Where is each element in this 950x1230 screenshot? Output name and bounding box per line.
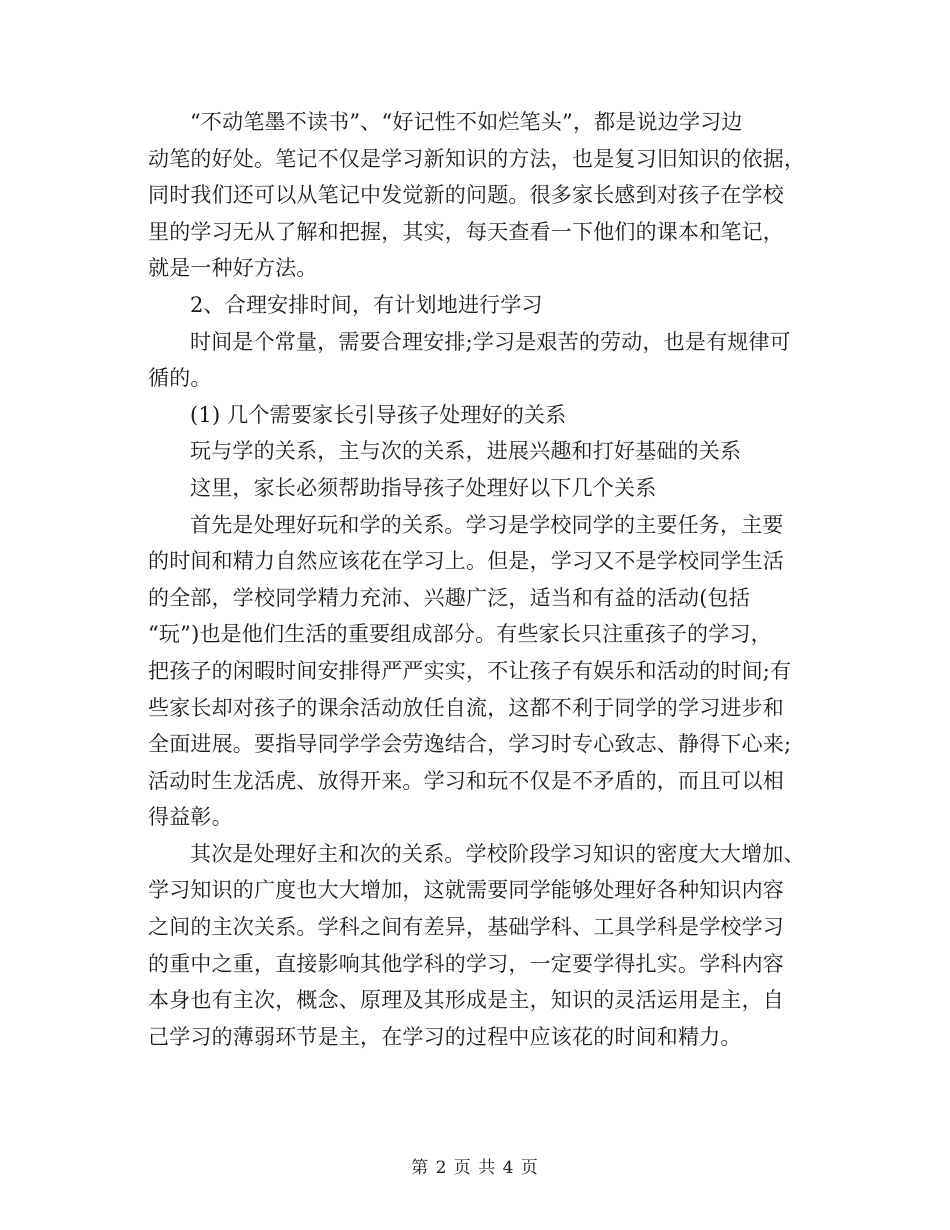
text-line: 学习知识的广度也大大增加，这就需要同学能够处理好各种知识内容 bbox=[148, 878, 784, 903]
text-line: 己学习的薄弱环节是主，在学习的过程中应该花的时间和精力。 bbox=[148, 1024, 742, 1049]
text-line: 同时我们还可以从笔记中发觉新的问题。很多家长感到对孩子在学校 bbox=[148, 183, 784, 208]
text-line: 把孩子的闲暇时间安排得严严实实，不让孩子有娱乐和活动的时间;有 bbox=[148, 658, 792, 683]
text-line: 的全部，学校同学精力充沛、兴趣广泛，适当和有益的活动(包括 bbox=[148, 585, 750, 610]
text-line: “不动笔墨不读书”、“好记性不如烂笔头”，都是说边学习边 bbox=[190, 110, 743, 134]
text-line: 时间是个常量，需要合理安排;学习是艰苦的劳动，也是有规律可 bbox=[190, 329, 791, 354]
text-line: (1) 几个需要家长引导孩子处理好的关系 bbox=[190, 402, 567, 427]
text-line: 2、合理安排时间，有计划地进行学习 bbox=[190, 292, 543, 317]
text-line: 之间的主次关系。学科之间有差异，基础学科、工具学科是学校学习 bbox=[148, 915, 784, 940]
text-line: 动笔的好处。笔记不仅是学习新知识的方法，也是复习旧知识的依据， bbox=[148, 146, 806, 171]
text-line: 些家长却对孩子的课余活动放任自流，这都不利于同学的学习进步和 bbox=[148, 695, 784, 720]
text-line: 的重中之重，直接影响其他学科的学习，一定要学得扎实。学科内容 bbox=[148, 951, 784, 976]
document-body bbox=[148, 104, 813, 1055]
text-line: 本身也有主次，概念、原理及其形成是主，知识的灵活运用是主，自 bbox=[148, 988, 784, 1013]
text-line: 的时间和精力自然应该花在学习上。但是，学习又不是学校同学生活 bbox=[148, 549, 784, 574]
text-line: 玩与学的关系，主与次的关系，进展兴趣和打好基础的关系 bbox=[190, 439, 742, 464]
text-line: “玩”)也是他们生活的重要组成部分。有些家长只注重孩子的学习， bbox=[148, 622, 772, 647]
text-line: 这里，家长必须帮助指导孩子处理好以下几个关系 bbox=[190, 475, 657, 500]
text-line: 全面进展。要指导同学学会劳逸结合，学习时专心致志、静得下心来; bbox=[148, 732, 792, 757]
page-footer: 第 2 页 共 4 页 bbox=[411, 1158, 539, 1178]
text-line: 里的学习无从了解和把握，其实，每天查看一下他们的课本和笔记， bbox=[148, 219, 784, 244]
text-line: 就是一种好方法。 bbox=[148, 256, 318, 281]
text-line: 其次是处理好主和次的关系。学校阶段学习知识的密度大大增加、 bbox=[190, 841, 805, 866]
text-line: 活动时生龙活虎、放得开来。学习和玩不仅是不矛盾的，而且可以相 bbox=[148, 768, 784, 793]
text-line: 循的。 bbox=[148, 366, 212, 391]
text-line: 得益彰。 bbox=[148, 805, 233, 830]
text-line: 首先是处理好玩和学的关系。学习是学校同学的主要任务，主要 bbox=[190, 512, 784, 537]
